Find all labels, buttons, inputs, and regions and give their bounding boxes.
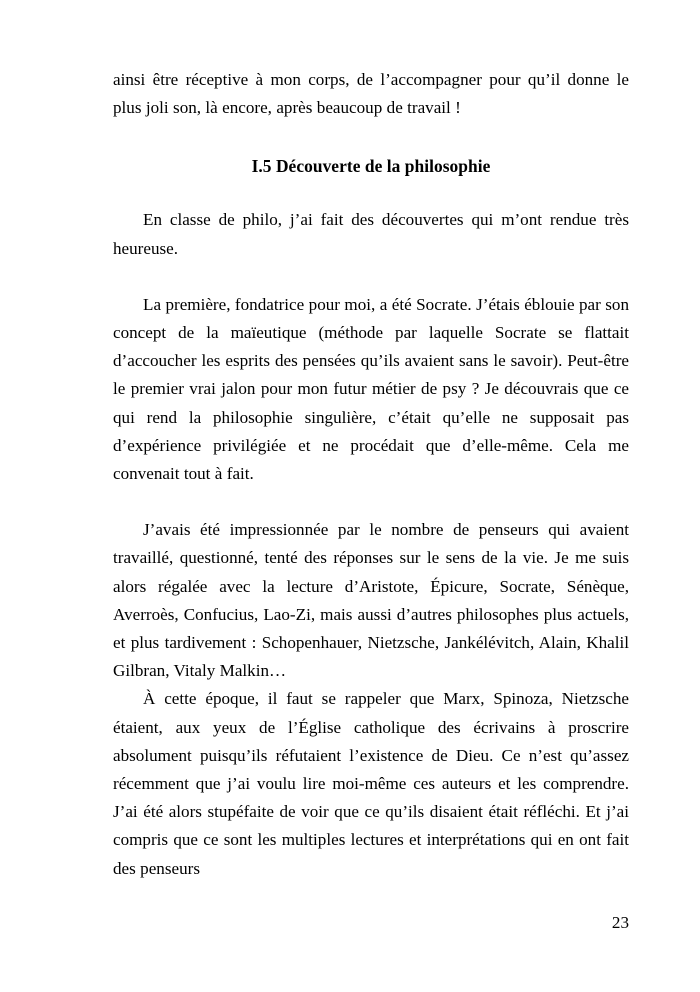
section-heading: I.5 Découverte de la philosophie	[251, 156, 491, 177]
paragraph-1: En classe de philo, j’ai fait des découvertes qui m’ont rendue très heureuse.	[113, 210, 629, 258]
page-number: 23	[611, 913, 629, 932]
paragraph-2: La première, fondatrice pour moi, a été Socrate. J’étais éblouie par son concept de la maïeutique (méthode par laquelle Socrate se flattait d’accoucher les esprits des pensées qu’ils avaient sans le savoir). Peut-être le premier vrai jalon pour mon futur métier de psy ? Je découvrais que ce qui rend la philosophie singulière, c’était qu’elle ne supposait pas d’expérience privilégiée et ne procédait que d’elle-même. Cela me convenait tout à fait.	[113, 294, 629, 484]
paragraph-3: J’avais été impressionnée par le nombre de penseurs qui avaient travaillé, questionné, tenté des réponses sur le sens de la vie. Je me suis alors régalée avec la lecture d’Aristote, Épicure, Socrate, Sénèque, Averroès, Confucius, Lao-Zi, mais aussi d’autres philosophes plus actuels, et plus tardivement : Schopenhauer, Nietzsche, Jankélévitch, Alain, Khalil Gilbran, Vitaly Malkin…	[113, 520, 629, 681]
section-heading-wrapper	[113, 152, 629, 180]
paragraph-4: À cette époque, il faut se rappeler que Marx, Spinoza, Nietzsche étaient, aux yeux de l’Église catholique des écrivains à proscrire absolument puisqu’ils réfutaient l’existence de Dieu. Ce n’est qu’assez récemment que j’ai voulu lire moi-même ces auteurs et les comprendre. J’ai été alors stupéfaite de voir que ce qu’ils disaient était réfléchi. Et j’ai compris que ce sont les multiples lectures et interprétations qui en ont fait des penseurs	[113, 689, 629, 878]
paragraph-continued-from-previous-page: ainsi être réceptive à mon corps, de l’accompagner pour qu’il donne le plus joli son, là encore, après beaucoup de travail !	[113, 70, 629, 118]
text-column	[113, 66, 629, 883]
